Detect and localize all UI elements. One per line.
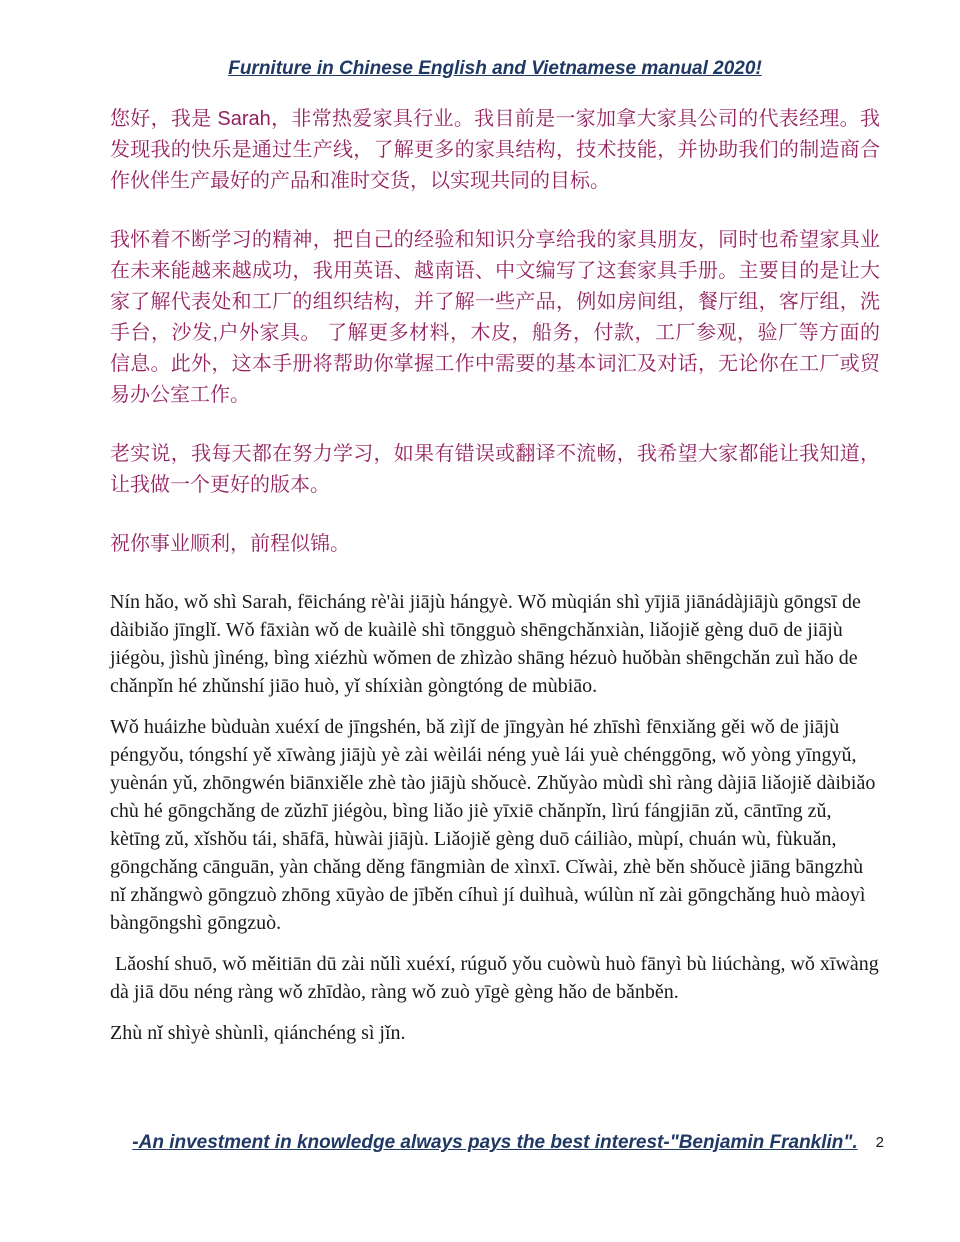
footer-quote: -An investment in knowledge always pays the best interest-"Benjamin Franklin".: [132, 1132, 858, 1153]
pinyin-paragraph-wishes: Zhù nǐ shìyè shùnlì, qiánchéng sì jǐn.: [110, 1022, 406, 1044]
pinyin-paragraph-purpose: Wǒ huáizhe bùduàn xuéxí de jīngshén, bǎ zìjǐ de jīngyàn hé zhīshì fēnxiǎng gěi wǒ de jiājù péngyǒu, tóngshí yě xīwàng jiājù yè zài wèilái néng yuè lái yuè chénggōng, wǒ yòng yīngyǔ, yuènán yǔ, zhōngwén biānxiěle zhè tào jiājù shǒucè. Zhǔyào mùdì shì ràng dàjiā liǎojiě dàibiǎo chù hé gōngchǎng de zǔzhī jiégòu, bìng liǎo jiè yīxiē chǎnpǐn, lìrú fángjiān zǔ, cāntīng zǔ, kètīng zǔ, xǐshǒu tái, shāfā, hùwài jiājù. Liǎojiě gèng duō cáiliào, mùpí, chuán wù, fùkuǎn, gōngchǎng cānguān, yàn chǎng děng fāngmiàn de xìnxī. Cǐwài, zhè běn shǒucè jiāng bāngzhù nǐ zhǎngwò gōngzuò zhōng xūyào de jīběn cíhuì jí duìhuà, wúlùn nǐ zài gōngchǎng huò màoyì bàngōngshì gōngzuò.: [110, 716, 881, 934]
chinese-paragraph-feedback: 老实说，我每天都在努力学习，如果有错误或翻译不流畅，我希望大家都能让我知道，让我做一个更好的版本。: [110, 443, 880, 496]
page-number: 2: [875, 1134, 884, 1151]
document-title: Furniture in Chinese English and Vietnamese manual 2020!: [228, 58, 762, 79]
pinyin-text-section: [110, 588, 884, 1047]
content-area: [110, 0, 884, 1060]
chinese-paragraph-intro: 您好，我是 Sarah，非常热爱家具行业。我目前是一家加拿大家具公司的代表经理。我发现我的快乐是通过生产线，了解更多的家具结构，技术技能，并协助我们的制造商合作伙伴生产最好的产品和准时交货，以实现共同的目标。: [110, 108, 880, 192]
chinese-paragraph-purpose: 我怀着不断学习的精神，把自己的经验和知识分享给我的家具朋友，同时也希望家具业在未来能越来越成功，我用英语、越南语、中文编写了这套家具手册。主要目的是让大家了解代表处和工厂的组织结构，并了解一些产品，例如房间组，餐厅组，客厅组，洗手台，沙发,户外家具。 了解更多材料，木皮，船务，付款，工厂参观，验厂等方面的信息。此外，这本手册将帮助你掌握工作中需要的基本词汇及对话，无论你在工厂或贸易办公室工作。: [110, 229, 880, 406]
pinyin-paragraph-intro: Nín hǎo, wǒ shì Sarah, fēicháng rè'ài jiājù hángyè. Wǒ mùqián shì yījiā jiānádàjiājù gōngsī de dàibiǎo jīnglǐ. Wǒ fāxiàn wǒ de kuàilè shì tōngguò shēngchǎnxiàn, liǎojiě gèng duō de jiājù jiégòu, jìshù jìnéng, bìng xiézhù wǒmen de zhìzào shāng hézuò huǒbàn shēngchǎn zuì hǎo de chǎnpǐn hé zhǔnshí jiāo huò, yǐ shíxiàn gòngtóng de mùbiāo.: [110, 591, 866, 697]
chinese-paragraph-wishes: 祝你事业顺利，前程似锦。: [110, 533, 350, 555]
document-footer: [110, 1132, 884, 1154]
chinese-text-section: [110, 104, 880, 560]
pinyin-paragraph-feedback: Lǎoshí shuō, wǒ měitiān dū zài nǔlì xuéxí, rúguǒ yǒu cuòwù huò fānyì bù liúchàng, wǒ xīwàng dà jiā dōu néng ràng wǒ zhīdào, ràng wǒ zuò yīgè gèng hǎo de bǎnběn.: [110, 953, 884, 1003]
